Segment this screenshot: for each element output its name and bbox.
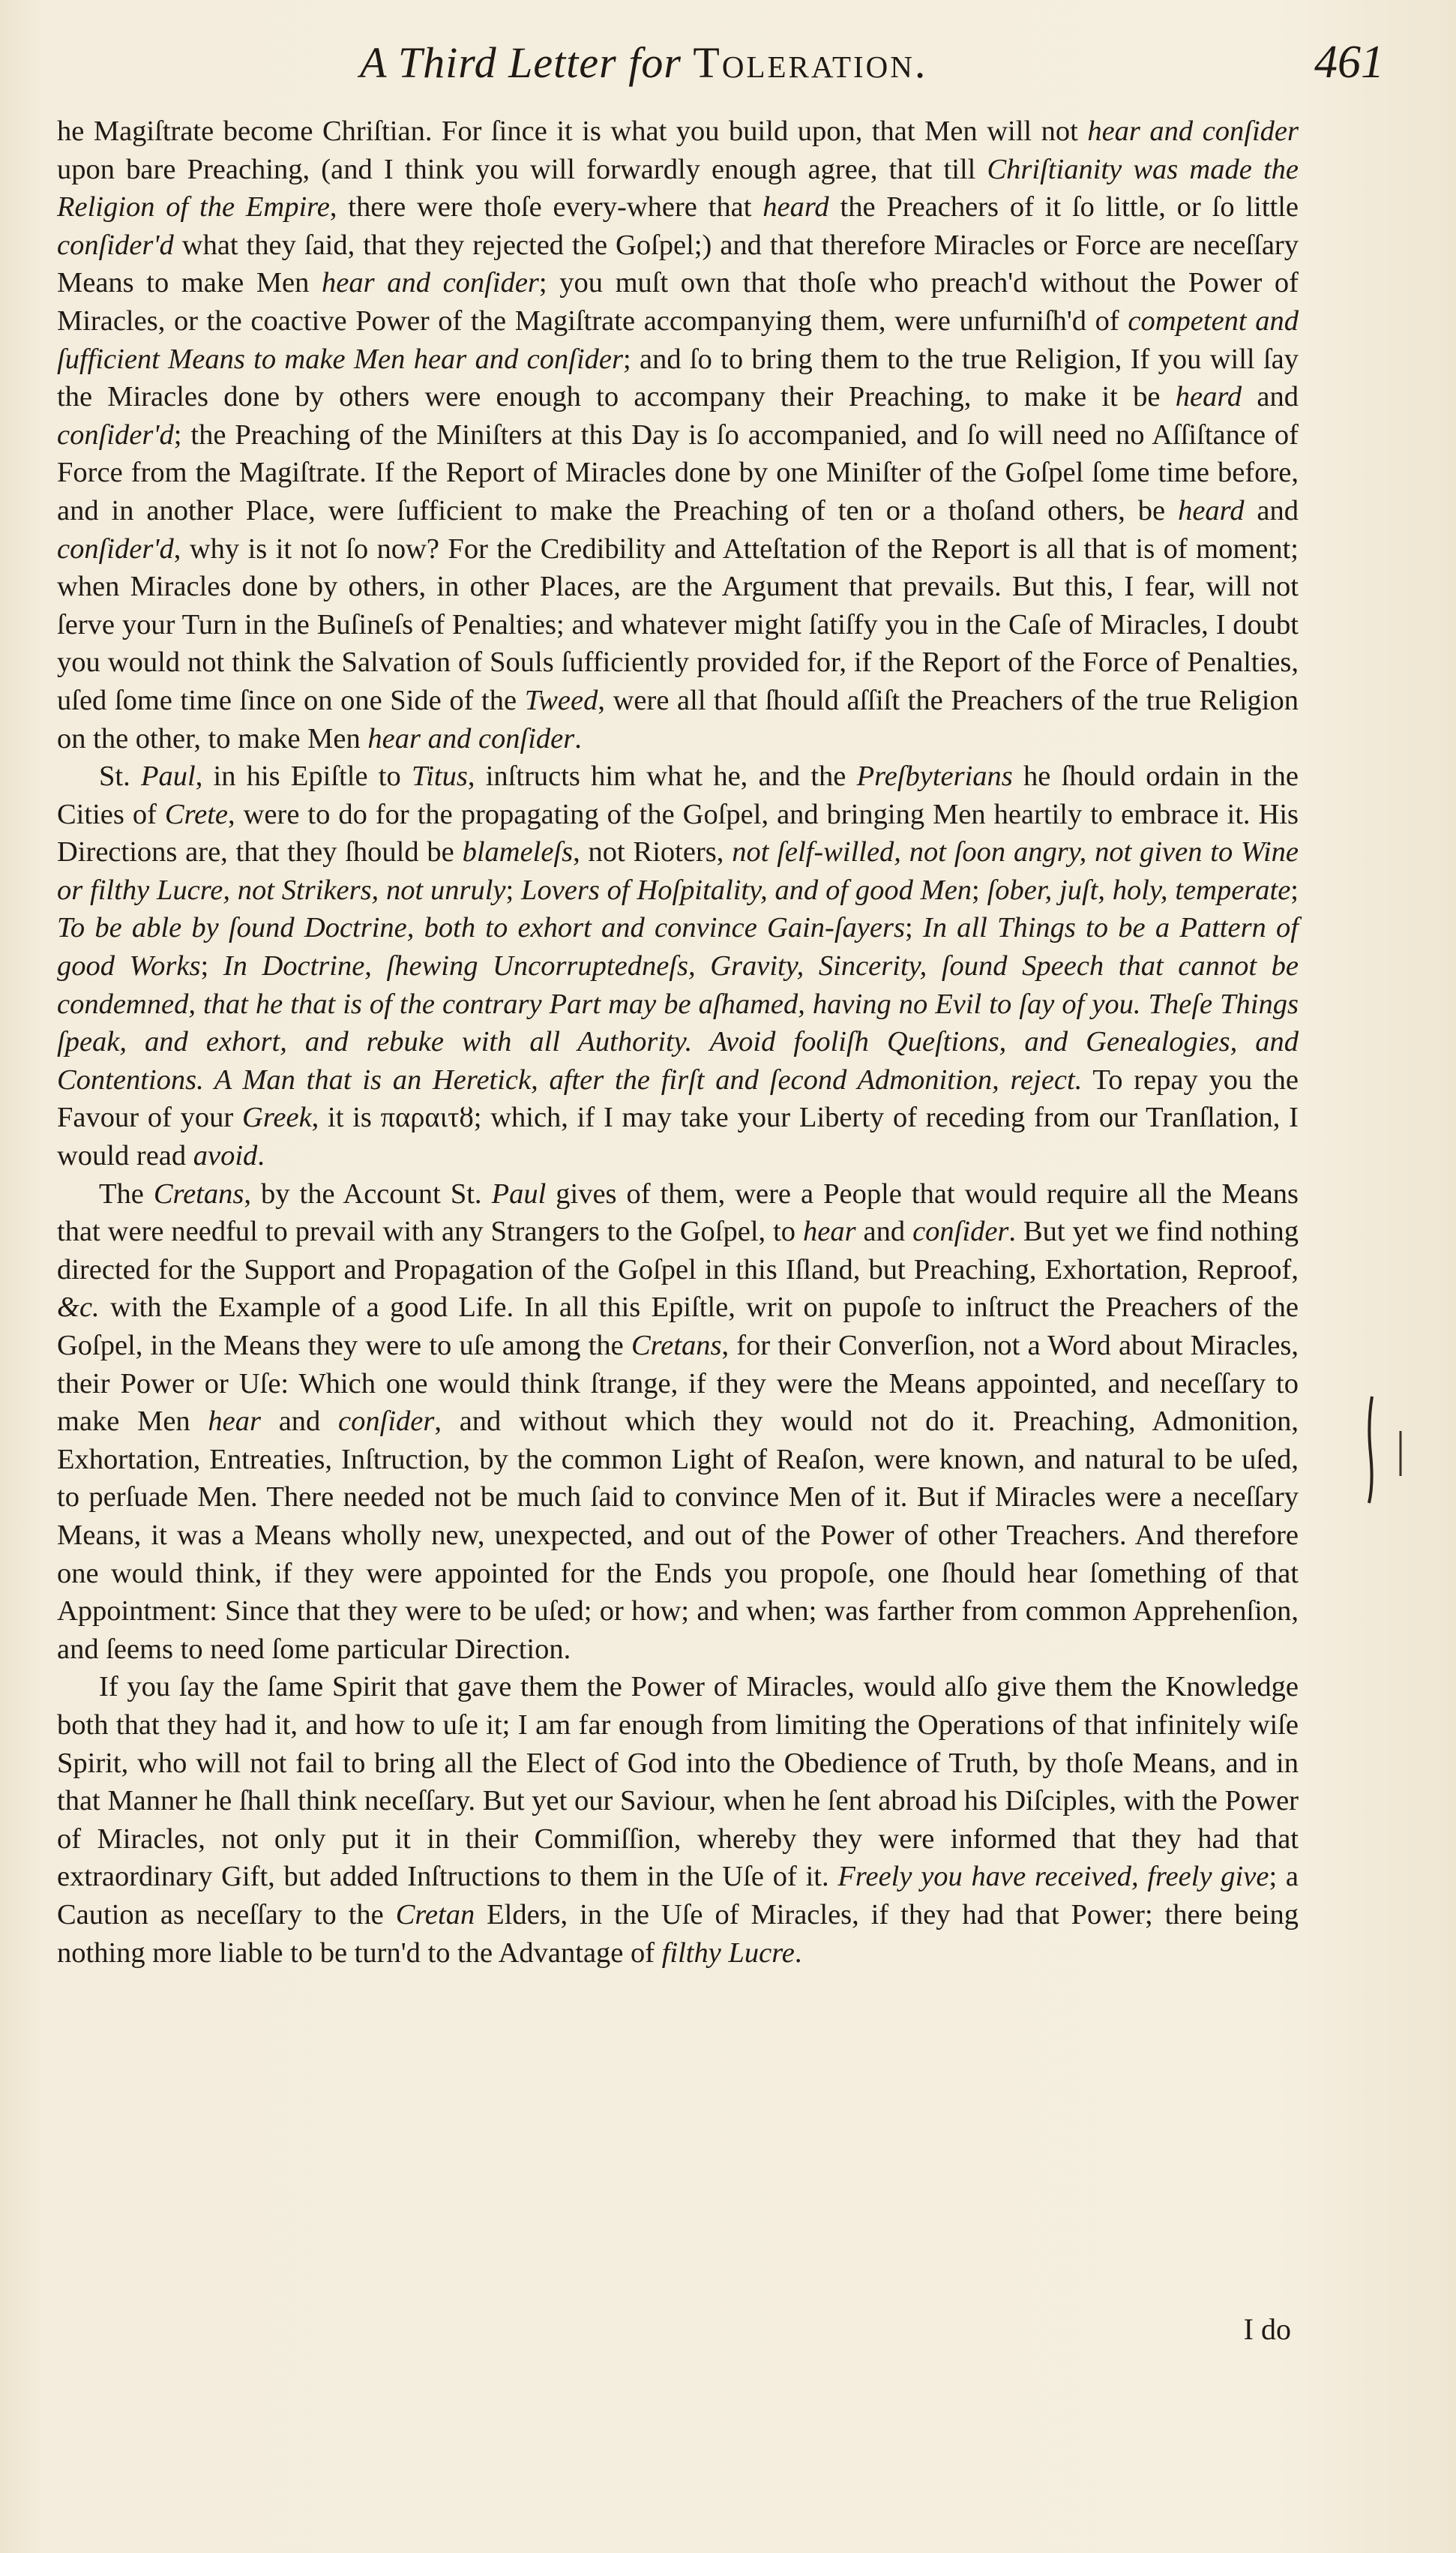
italic-run: conſider'd [57,229,174,261]
running-title-caps: Toleration. [693,38,928,87]
text-run: ; [200,950,223,982]
italic-run: heard [762,191,829,224]
body-text [57,112,1299,1972]
text-run: upon bare Preaching, (and I think you will forwardly enough agree, that till [57,153,987,185]
text-run: gives of them, were a People that would require all the Means that were needful to prevail with any Strangers to the Goſpel, to [57,1178,1299,1248]
italic-run: To be able by ſound Doctrine, both to exhort and convince Gain-ſayers [57,912,905,944]
text-run: , why is it not ſo now? For the Credibility and Atteſtation of the Report is all that is of moment; when Miracles done by others, in other Places, are the Argument that prevails. But this, I fear, will not ſerve your Turn in the Buſineſs of Penalties; and whatever might ſatiſfy you in the Caſe of Miracles, I doubt you would not think the Salvation of Souls ſufficiently provided for, if the Report of the Force of Penalties, uſed ſome time ſince on one Side of the [57,532,1299,716]
text-run: , were all that ſhould aſſiſt the Preachers of the true Religion on the other, to make Men [57,684,1299,754]
italic-run: Paul [491,1178,547,1210]
text-run: , there were thoſe every-where that [329,191,763,224]
italic-run: Cretans [153,1178,244,1210]
italic-run: Greek [242,1102,312,1134]
text-run: ; a Caution as neceſſary to the [57,1861,1299,1930]
text-run: ; [904,912,923,944]
text-run: ; and ſo to bring them to the true Religion, If you will ſay the Miracles done by others were enough to accompany their Preaching, to make it be [57,343,1299,413]
italic-run: Tweed [524,684,598,716]
text-run: , not Rioters, [573,836,732,868]
paragraph-1 [57,112,1299,758]
italic-run: Cretan [395,1898,475,1930]
italic-run: filthy Lucre [661,1936,795,1969]
paragraph-4 [57,1668,1299,1972]
italic-run: hear and conſider [1087,116,1299,147]
italic-run: hear and conſider [322,267,539,299]
italic-run: conſider [912,1216,1009,1248]
italic-run: conſider [338,1406,435,1438]
margin-bracket-mark [1363,1394,1416,1506]
text-run: St. [99,760,141,793]
text-run: and [1242,381,1299,413]
running-title [360,38,927,88]
text-run: . [257,1140,265,1172]
italic-run: Titus [411,760,468,793]
paragraph-3 [57,1175,1299,1669]
italic-run: &c. [57,1292,100,1324]
italic-run: avoid [193,1140,258,1172]
text-run: . But yet we find nothing directed for the Support and Propagation of the Goſpel in this Iſland, but Preaching, Exhortation, Reproof, [57,1216,1299,1286]
italic-run: ſober, juſt, holy, temperate [987,874,1291,906]
italic-run: In all Things to be a Pattern of good Works [57,912,1299,982]
italic-run: Chriſtianity was made the Religion of the Empire [57,153,1299,224]
italic-run: Preſbyterians [856,760,1013,793]
italic-run: hear and conſider [367,722,575,754]
text-run: ; you muſt own that thoſe who preach'd without the Power of Miracles, or the coactive Power of the Magiſtrate accompanying them, were unfurniſh'd of [57,267,1299,337]
text-run: The [99,1178,154,1210]
text-run: , and without which they would not do it. Preaching, Admonition, Exhortation, Entreaties, Inſtruction, by the common Light of Reaſon, were known, and natural to be uſed, to perſuade Men. There needed not be much ſaid to convince Men of it. But if Miracles were a neceſſary Means, it was a Means wholly new, unexpected, and out of the Power of other Treachers. And therefore one would think, if they were appointed for the Ends you propoſe, one ſhould hear ſomething of that Appointment: Since that they were to be uſed; or how; and when; was farther from common Apprehenſion, and ſeems to need ſome particular Direction. [57,1406,1299,1665]
italic-run: Cretans [631,1330,722,1361]
text-run: , were to do for the propagating of the Goſpel, and bringing Men heartily to embrace it. His Directions are, that they ſhould be [57,798,1299,868]
text-run: ; [972,874,987,906]
text-run: the Preachers of it ſo little, or ſo little [828,191,1299,224]
italic-run: conſider'd [57,532,174,565]
italic-run: Crete [164,798,228,830]
page-number: 461 [1314,37,1384,88]
text-run: ; [505,874,522,906]
text-run: , for their Converſion, not a Word about Miracles, their Power or Uſe: Which one would think ſtrange, if they were the Means appointed, and neceſſary to make Men [57,1330,1299,1438]
text-run: , by the Account St. [244,1178,492,1210]
text-run: with the Example of a good Life. In all this Epiſtle, writ on pupoſe to inſtruct the Preachers of the Goſpel, in the Means they were to uſe among the [57,1292,1299,1361]
text-run: ; the Preaching of the Miniſters at this Day is ſo accompanied, and ſo will need no Aſſiſtance of Force from the Magiſtrate. If the Report of Miracles done by one Miniſter of the Goſpel ſome time before, and in another Place, were ſufficient to make the Preaching of ten or a thoſand others, be [57,418,1299,526]
paragraph-2 [57,758,1299,1175]
text-run: and [1244,494,1299,526]
italic-run: blameleſs [462,836,574,868]
italic-run: heard [1178,494,1245,526]
italic-run: In Doctrine, ſhewing Uncorruptedneſs, Gravity, Sincerity, ſound Speech that cannot be condemned, that he that is of the contrary Part may be aſhamed, having no Evil to ſay of you. Theſe Things ſpeak, and exhort, and rebuke with all Authority. Avoid fooliſh Queſtions, and Genealogies, and Contentions. A Man that is an Heretick, after the firſt and ſecond Admonition, reject. [57,950,1299,1096]
italic-run: hear [208,1406,261,1438]
text-run: . [574,722,582,754]
text-run: To repay you the Favour of your [57,1064,1299,1134]
text-run: ; [1290,874,1299,906]
text-run: Elders, in the Uſe of Miracles, if they had that Power; there being nothing more liable to be turn'd to the Advantage of [57,1898,1299,1969]
text-run: and [260,1406,339,1438]
italic-run: Paul [140,760,196,793]
catchword: I do [1243,2312,1291,2346]
italic-run: hear [803,1216,856,1248]
italic-run: heard [1175,381,1242,413]
italic-run: Freely you have received, freely give [837,1861,1269,1893]
text-run: what they ſaid, that they rejected the Goſpel;) and that therefore Miracles or Force are neceſſary Means to make Men [57,229,1299,299]
text-run: , it is παραιτȣ; which, if I may take your Liberty of receding from our Tranſlation, I would read [57,1102,1299,1172]
italic-run: not ſelf-willed, not ſoon angry, not given to Wine or filthy Lucre, not Strikers, not unruly [57,836,1299,906]
text-run: , inſtructs him what he, and the [467,760,857,793]
italic-run: Lovers of Hoſpitality, and of good Men [521,874,972,906]
text-run: . [794,1936,802,1969]
running-title-italic: A Third Letter for [360,38,694,87]
text-run: he Magiſtrate become Chriſtian. For ſince it is what you build upon, that Men will not [57,116,1088,147]
running-head [0,33,1456,93]
italic-run: conſider'd [57,418,174,451]
text-run: he ſhould ordain in the Cities of [57,760,1299,830]
text-run: , in his Epiſtle to [195,760,412,793]
text-run: If you ſay the ſame Spirit that gave them the Power of Miracles, would alſo give them the Knowledge both that they had it, and how to uſe it; I am far enough from limiting the Operations of that infinitely wiſe Spirit, who will not fail to bring all the Elect of God into the Obedience of Truth, by thoſe Means, and in that Manner he ſhall think neceſſary. But yet our Saviour, when he ſent abroad his Diſciples, with the Power of Miracles, not only put it in their Commiſſion, whereby they were informed that they had that extraordinary Gift, but added Inſtructions to them in the Uſe of it. [57,1671,1299,1893]
italic-run: competent and ſufficient Means to make Men hear and conſider [57,304,1299,375]
text-run: and [855,1216,913,1248]
